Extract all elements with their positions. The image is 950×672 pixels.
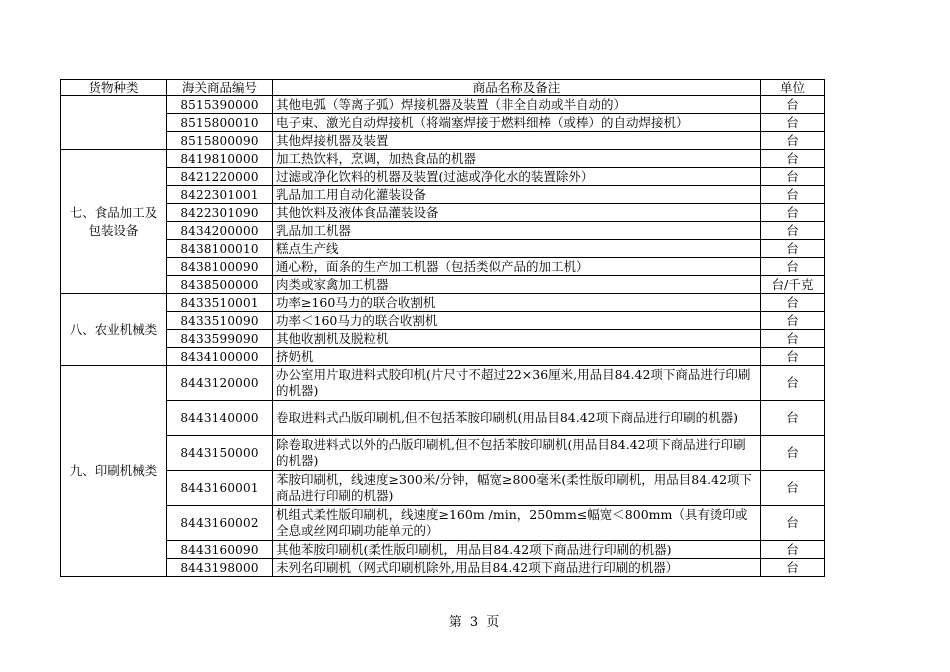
code-cell: 8443150000: [167, 436, 273, 471]
name-cell: 电子束、激光自动焊接机（将端塞焊接于燃料细棒（或棒）的自动焊接机）: [273, 114, 761, 132]
unit-cell: 台: [761, 258, 825, 276]
code-cell: 8515800010: [167, 114, 273, 132]
code-cell: 8515800090: [167, 132, 273, 150]
unit-cell: 台: [761, 168, 825, 186]
name-cell: 办公室用片取进料式胶印机(片尺寸不超过22×36厘米,用品目84.42项下商品进行印刷的机器): [273, 366, 761, 401]
unit-cell: 台: [761, 222, 825, 240]
name-cell: 糕点生产线: [273, 240, 761, 258]
code-cell: 8443198000: [167, 559, 273, 577]
table-row: [61, 294, 825, 312]
code-cell: 8438500000: [167, 276, 273, 294]
name-cell: 未列名印刷机（网式印刷机除外,用品目84.42项下商品进行印刷的机器）: [273, 559, 761, 577]
table-row: [61, 132, 825, 150]
table-row: [61, 114, 825, 132]
header-category: 货物种类: [61, 80, 167, 96]
code-cell: 8419810000: [167, 150, 273, 168]
unit-cell: 台: [761, 150, 825, 168]
header-name: 商品名称及备注: [273, 80, 761, 96]
unit-cell: 台: [761, 294, 825, 312]
unit-cell: 台: [761, 132, 825, 150]
table-row: [61, 150, 825, 168]
header-code: 海关商品编号: [167, 80, 273, 96]
name-cell: 加工热饮料，烹调，加热食品的机器: [273, 150, 761, 168]
code-cell: 8515390000: [167, 96, 273, 114]
code-cell: 8433510001: [167, 294, 273, 312]
name-cell: 过滤或净化饮料的机器及装置(过滤或净化水的装置除外）: [273, 168, 761, 186]
name-cell: 挤奶机: [273, 348, 761, 366]
code-cell: 8434100000: [167, 348, 273, 366]
table-row: [61, 559, 825, 577]
table-row: [61, 436, 825, 471]
unit-cell: 台: [761, 240, 825, 258]
unit-cell: 台: [761, 366, 825, 401]
unit-cell: 台: [761, 96, 825, 114]
unit-cell: 台: [761, 559, 825, 577]
table-row: [61, 366, 825, 401]
code-cell: 8433510090: [167, 312, 273, 330]
name-cell: 功率≥160马力的联合收割机: [273, 294, 761, 312]
table-row: [61, 348, 825, 366]
code-cell: 8443120000: [167, 366, 273, 401]
table-row: [61, 96, 825, 114]
category-cell: 八、农业机械类: [61, 294, 167, 366]
unit-cell: 台/千克: [761, 276, 825, 294]
name-cell: 其他饮料及液体食品灌装设备: [273, 204, 761, 222]
category-cell: 九、印刷机械类: [61, 366, 167, 577]
table-header-row: [61, 80, 825, 96]
name-cell: 除卷取进料式以外的凸版印刷机,但不包括苯胺印刷机(用品目84.42项下商品进行印刷的机器): [273, 436, 761, 471]
table-row: [61, 312, 825, 330]
name-cell: 其他苯胺印刷机(柔性版印刷机，用品目84.42项下商品进行印刷的机器): [273, 541, 761, 559]
code-cell: 8421220000: [167, 168, 273, 186]
name-cell: 乳品加工机器: [273, 222, 761, 240]
code-cell: 8443160090: [167, 541, 273, 559]
table-row: [61, 330, 825, 348]
header-unit: 单位: [761, 80, 825, 96]
page-number: 第 3 页: [448, 615, 502, 630]
goods-table: [60, 79, 825, 577]
code-cell: 8443160002: [167, 506, 273, 541]
table-row: [61, 222, 825, 240]
code-cell: 8433599090: [167, 330, 273, 348]
table-row: [61, 401, 825, 436]
code-cell: 8422301001: [167, 186, 273, 204]
name-cell: 乳品加工用自动化灌装设备: [273, 186, 761, 204]
name-cell: 机组式柔性版印刷机，线速度≥160m /min，250mm≤幅宽＜800mm（具有烫印或全息或丝网印刷功能单元的）: [273, 506, 761, 541]
code-cell: 8443160001: [167, 471, 273, 506]
table-row: [61, 186, 825, 204]
table-row: [61, 276, 825, 294]
name-cell: 其他收割机及脱粒机: [273, 330, 761, 348]
unit-cell: 台: [761, 436, 825, 471]
name-cell: 通心粉，面条的生产加工机器（包括类似产品的加工机）: [273, 258, 761, 276]
unit-cell: 台: [761, 114, 825, 132]
name-cell: 苯胺印刷机，线速度≥300米/分钟，幅宽≥800毫米(柔性版印刷机，用品目84.42项下商品进行印刷的机器): [273, 471, 761, 506]
table-row: [61, 240, 825, 258]
table-row: [61, 506, 825, 541]
table-row: [61, 541, 825, 559]
code-cell: 8443140000: [167, 401, 273, 436]
unit-cell: 台: [761, 330, 825, 348]
unit-cell: 台: [761, 471, 825, 506]
unit-cell: 台: [761, 312, 825, 330]
name-cell: 卷取进料式凸版印刷机,但不包括苯胺印刷机(用品目84.42项下商品进行印刷的机器): [273, 401, 761, 436]
code-cell: 8438100010: [167, 240, 273, 258]
code-cell: 8434200000: [167, 222, 273, 240]
unit-cell: 台: [761, 541, 825, 559]
name-cell: 其他焊接机器及装置: [273, 132, 761, 150]
name-cell: 肉类或家禽加工机器: [273, 276, 761, 294]
table-row: [61, 258, 825, 276]
unit-cell: 台: [761, 401, 825, 436]
unit-cell: 台: [761, 506, 825, 541]
table-row: [61, 204, 825, 222]
unit-cell: 台: [761, 204, 825, 222]
table-row: [61, 168, 825, 186]
unit-cell: 台: [761, 348, 825, 366]
category-cell: 七、食品加工及包装设备: [61, 150, 167, 294]
name-cell: 其他电弧（等离子弧）焊接机器及装置（非全自动或半自动的）: [273, 96, 761, 114]
unit-cell: 台: [761, 186, 825, 204]
code-cell: 8438100090: [167, 258, 273, 276]
code-cell: 8422301090: [167, 204, 273, 222]
name-cell: 功率＜160马力的联合收割机: [273, 312, 761, 330]
category-cell: [61, 96, 167, 150]
table-row: [61, 471, 825, 506]
